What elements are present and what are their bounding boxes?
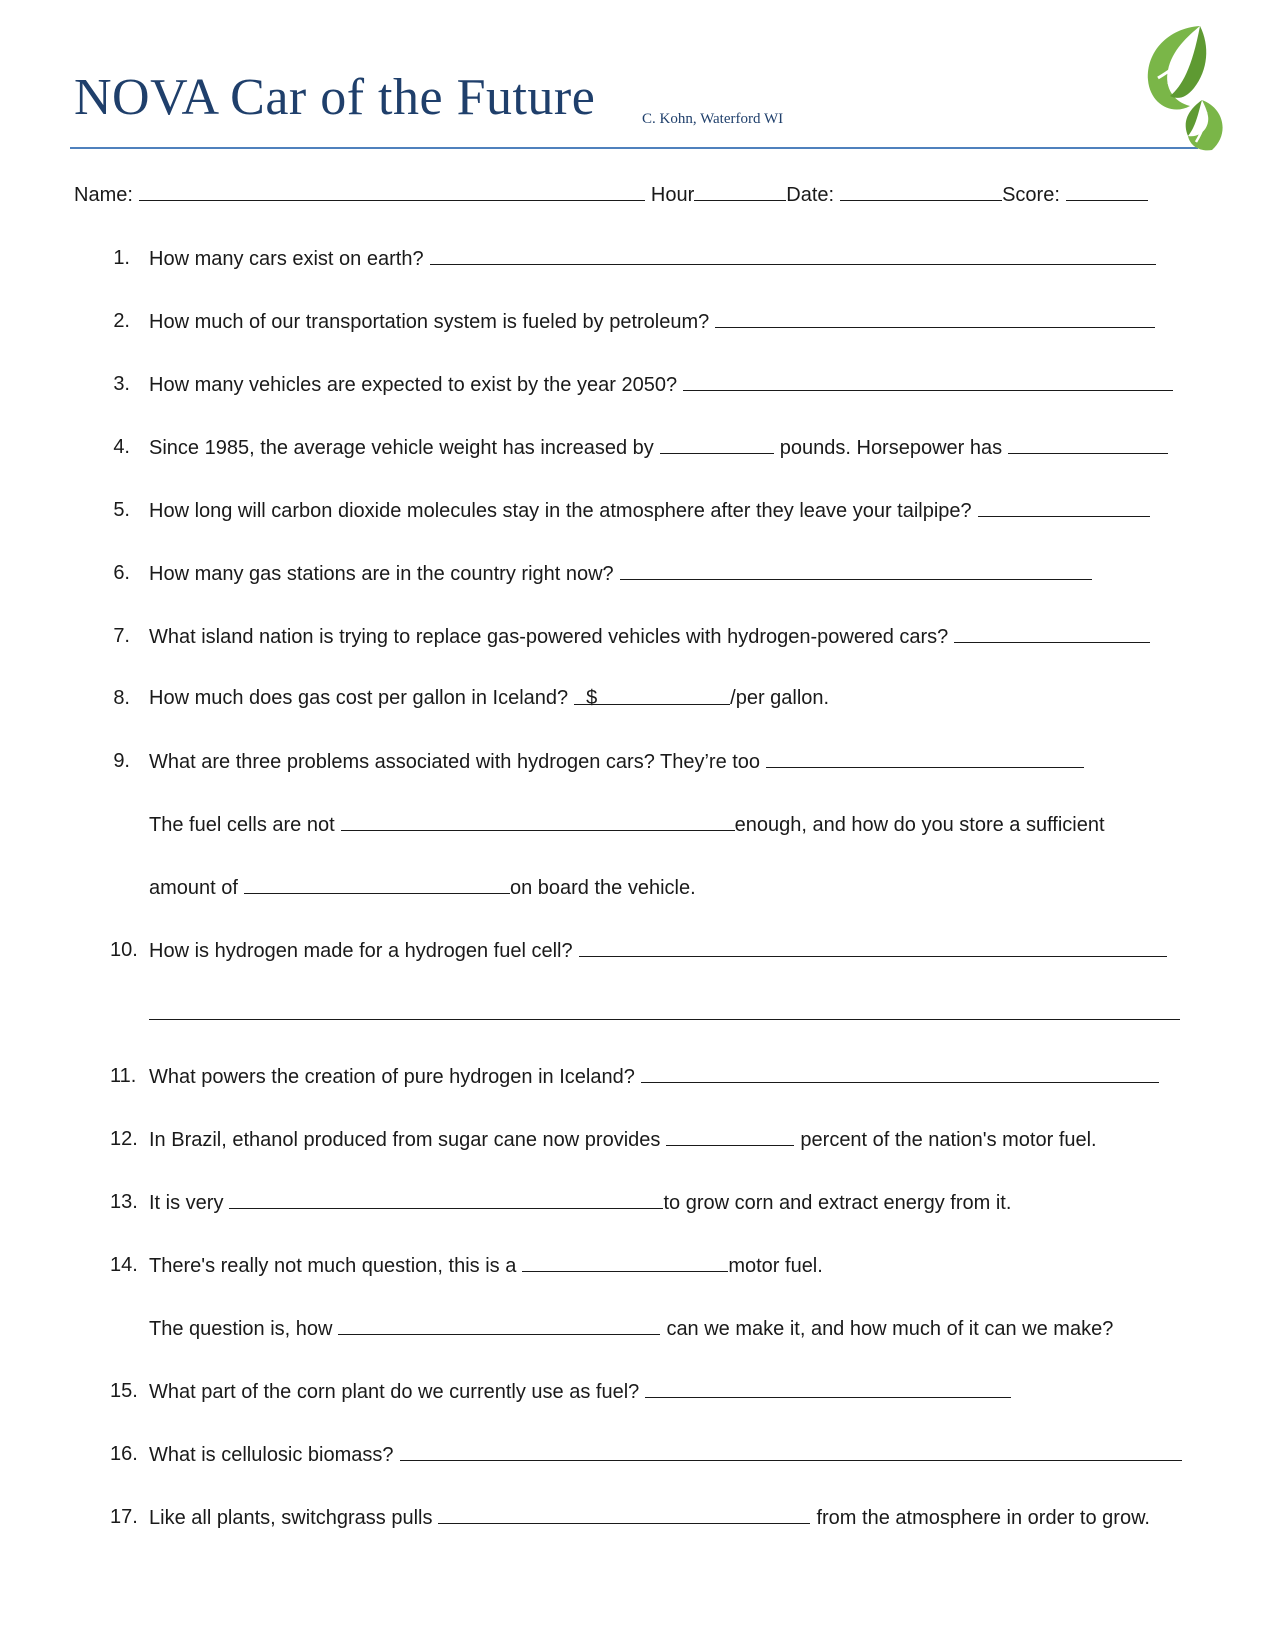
question-text: What are three problems associated with hydrogen cars? They’re too xyxy=(149,751,761,773)
question-text: How is hydrogen made for a hydrogen fuel cell? xyxy=(149,940,573,962)
question-number: 14. xyxy=(110,1254,138,1276)
name-label: Name: xyxy=(74,184,133,206)
question-number: 10. xyxy=(110,939,138,961)
question-text: What powers the creation of pure hydrogen in Iceland? xyxy=(149,1066,635,1088)
author-credit: C. Kohn, Waterford WI xyxy=(642,111,784,127)
answer-line[interactable] xyxy=(400,1442,1182,1461)
question-text: /per gallon. xyxy=(730,687,830,709)
question-text: What island nation is trying to replace gas-powered vehicles with hydrogen-powered cars? xyxy=(149,626,949,648)
question-number: 1. xyxy=(113,247,130,269)
question-text: pounds. Horsepower has xyxy=(779,437,1003,459)
answer-line[interactable] xyxy=(438,1505,810,1524)
question-text: enough, and how do you store a sufficient xyxy=(734,814,1105,836)
question-text: The question is, how xyxy=(149,1318,333,1340)
hour-field[interactable] xyxy=(694,182,786,201)
question-text: How many vehicles are expected to exist by the year 2050? xyxy=(149,374,678,396)
question-number: 15. xyxy=(110,1380,138,1402)
question-text: can we make it, and how much of it can we make? xyxy=(666,1318,1114,1340)
answer-line[interactable] xyxy=(579,938,1167,957)
answer-line[interactable] xyxy=(341,812,735,831)
answer-line[interactable] xyxy=(244,875,510,894)
answer-line[interactable] xyxy=(620,561,1092,580)
question-number: 13. xyxy=(110,1191,138,1213)
question-text: How much of our transportation system is fueled by petroleum? xyxy=(149,311,710,333)
dollar-sign: $ xyxy=(586,687,598,709)
question-text: on board the vehicle. xyxy=(509,877,696,899)
score-field[interactable] xyxy=(1066,182,1148,201)
question-text: Like all plants, switchgrass pulls xyxy=(149,1507,433,1529)
question-number: 4. xyxy=(113,436,130,458)
question-text: amount of xyxy=(149,877,238,899)
question-text: How much does gas cost per gallon in Iceland? xyxy=(149,687,569,709)
question-number: 17. xyxy=(110,1506,138,1528)
question-number: 16. xyxy=(110,1443,138,1465)
question-text: to grow corn and extract energy from it. xyxy=(663,1192,1012,1214)
question-number: 8. xyxy=(113,687,130,709)
question-text: It is very xyxy=(149,1192,224,1214)
answer-line[interactable] xyxy=(715,309,1155,328)
question-text: How long will carbon dioxide molecules stay in the atmosphere after they leave your tailpipe? xyxy=(149,500,972,522)
question-text: from the atmosphere in order to grow. xyxy=(816,1507,1150,1529)
answer-line[interactable] xyxy=(954,624,1150,643)
question-number: 6. xyxy=(113,562,130,584)
answer-line[interactable] xyxy=(978,498,1150,517)
question-text: Since 1985, the average vehicle weight has increased by xyxy=(149,437,654,459)
horsepower-answer-line[interactable] xyxy=(1008,435,1168,454)
question-number: 7. xyxy=(113,625,130,647)
answer-line[interactable] xyxy=(766,749,1084,768)
header-rule xyxy=(70,147,1198,149)
answer-line[interactable] xyxy=(229,1190,663,1209)
date-label: Date: xyxy=(786,184,835,206)
question-number: 3. xyxy=(113,373,130,395)
weight-answer-line[interactable] xyxy=(660,435,774,454)
question-text: How many cars exist on earth? xyxy=(149,248,424,270)
answer-line[interactable] xyxy=(522,1253,728,1272)
question-text: In Brazil, ethanol produced from sugar cane now provides xyxy=(149,1129,661,1151)
answer-line[interactable] xyxy=(430,246,1156,265)
question-text: percent of the nation's motor fuel. xyxy=(800,1129,1097,1151)
date-field[interactable] xyxy=(840,182,1002,201)
name-field[interactable] xyxy=(139,182,645,201)
question-number: 2. xyxy=(113,310,130,332)
question-number: 9. xyxy=(113,750,130,772)
question-number: 5. xyxy=(113,499,130,521)
answer-line[interactable] xyxy=(666,1127,794,1146)
question-text: What is cellulosic biomass? xyxy=(149,1444,394,1466)
question-text: There's really not much question, this is a xyxy=(149,1255,517,1277)
answer-line[interactable] xyxy=(641,1064,1159,1083)
gas-price-answer-line[interactable] xyxy=(574,686,730,709)
question-text: How many gas stations are in the country right now? xyxy=(149,563,614,585)
answer-line[interactable] xyxy=(338,1316,660,1335)
question-text: motor fuel. xyxy=(728,1255,823,1277)
question-number: 12. xyxy=(110,1128,138,1150)
answer-line[interactable] xyxy=(645,1379,1011,1398)
answer-line-extra[interactable] xyxy=(149,1019,1180,1020)
student-info-row xyxy=(74,182,1194,207)
score-label: Score: xyxy=(1002,184,1060,206)
worksheet-title: NOVA Car of the Future xyxy=(74,69,596,126)
question-number: 11. xyxy=(110,1065,137,1087)
hour-label: Hour xyxy=(650,184,695,206)
question-text: What part of the corn plant do we currently use as fuel? xyxy=(149,1381,640,1403)
answer-line[interactable] xyxy=(683,372,1173,391)
green-leaf-sprout-icon xyxy=(1138,22,1230,154)
question-text: The fuel cells are not xyxy=(149,814,335,836)
